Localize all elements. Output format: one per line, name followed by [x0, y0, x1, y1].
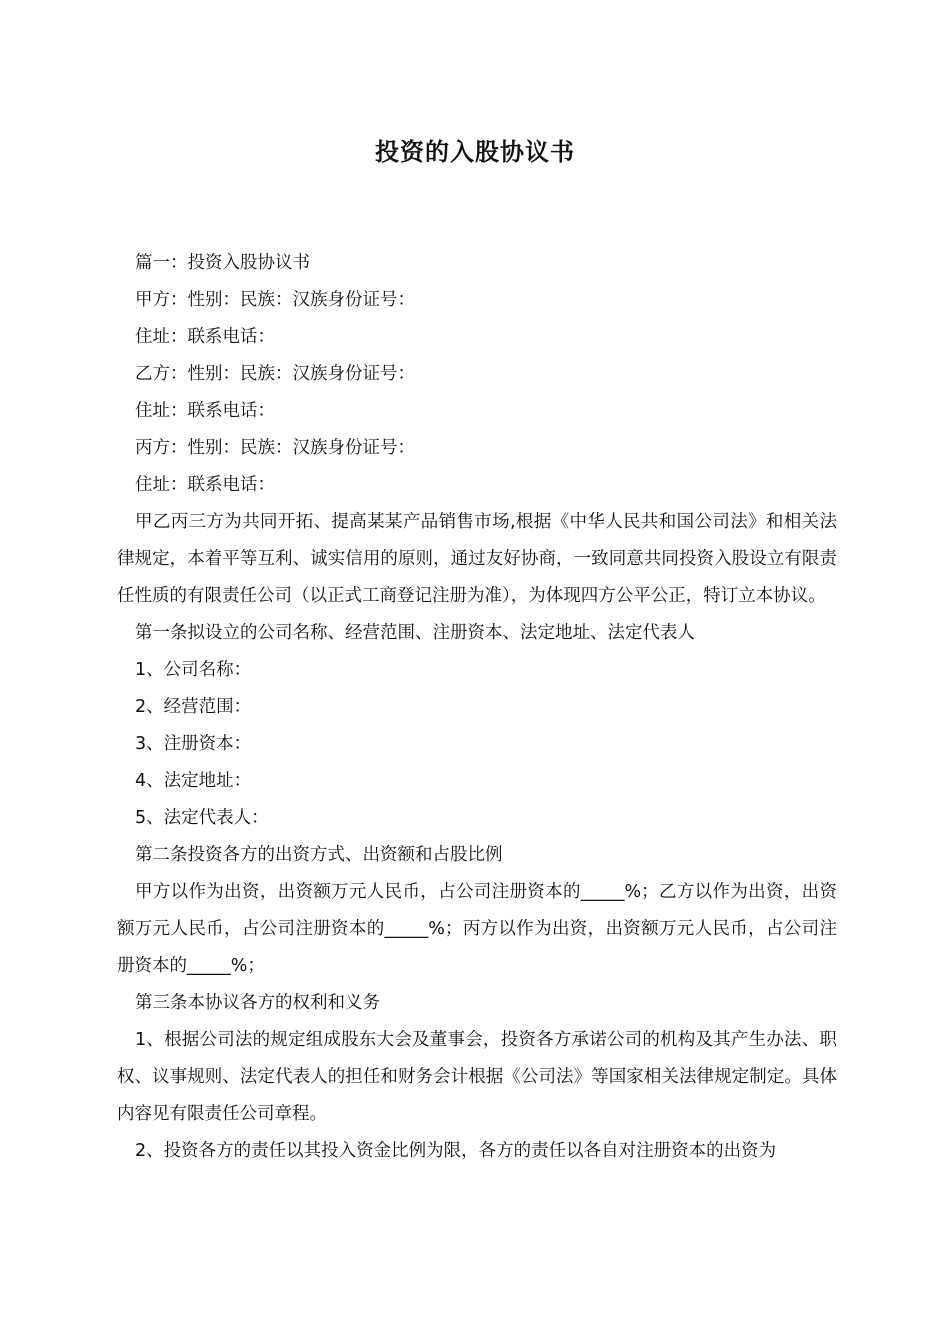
- party-a-info: 甲方：性别：民族：汉族身份证号：: [135, 290, 415, 310]
- party-b-address: 住址：联系电话：: [135, 401, 275, 421]
- article-1-item: 5、法定代表人：: [135, 808, 269, 828]
- document-title: 投资的入股协议书: [375, 138, 575, 166]
- contribution-paragraph: 甲方以作为出资，出资额万元人民币，占公司注册资本的_____%；乙方以作为出资，出资额万元人民币，占公司注册资本的_____%；丙方以作为出资，出资额万元人民币，占公司注册资本的_____%；: [117, 882, 837, 976]
- document-body: [117, 245, 837, 1170]
- article-1-item: 3、注册资本：: [135, 734, 252, 754]
- article-1-heading: 第一条拟设立的公司名称、经营范围、注册资本、法定地址、法定代表人: [135, 623, 695, 643]
- party-c-info: 丙方：性别：民族：汉族身份证号：: [135, 438, 415, 458]
- party-a-address: 住址：联系电话：: [135, 327, 275, 347]
- article-1-item: 4、法定地址：: [135, 771, 252, 791]
- article-1-item: 1、公司名称：: [135, 660, 252, 680]
- intro-paragraph: 甲乙丙三方为共同开拓、提高某某产品销售市场,根据《中华人民共和国公司法》和相关法律规定，本着平等互利、诚实信用的原则，通过友好协商，一致同意共同投资入股设立有限责任性质的有限责任公司（以正式工商登记注册为准），为体现四方公平公正，特订立本协议。: [117, 512, 837, 606]
- party-c-address: 住址：联系电话：: [135, 475, 275, 495]
- rights-paragraph-1: 1、根据公司法的规定组成股东大会及董事会，投资各方承诺公司的机构及其产生办法、职权、议事规则、法定代表人的担任和财务会计根据《公司法》等国家相关法律规定制定。具体内容见有限责任公司章程。: [117, 1030, 837, 1124]
- section-heading: 篇一：投资入股协议书: [135, 253, 310, 273]
- rights-paragraph-2: 2、投资各方的责任以其投入资金比例为限，各方的责任以各自对注册资本的出资为: [135, 1141, 777, 1161]
- article-1-item: 2、经营范围：: [135, 697, 252, 717]
- article-3-heading: 第三条本协议各方的权利和义务: [135, 993, 380, 1013]
- party-b-info: 乙方：性别：民族：汉族身份证号：: [135, 364, 415, 384]
- article-2-heading: 第二条投资各方的出资方式、出资额和占股比例: [135, 845, 503, 865]
